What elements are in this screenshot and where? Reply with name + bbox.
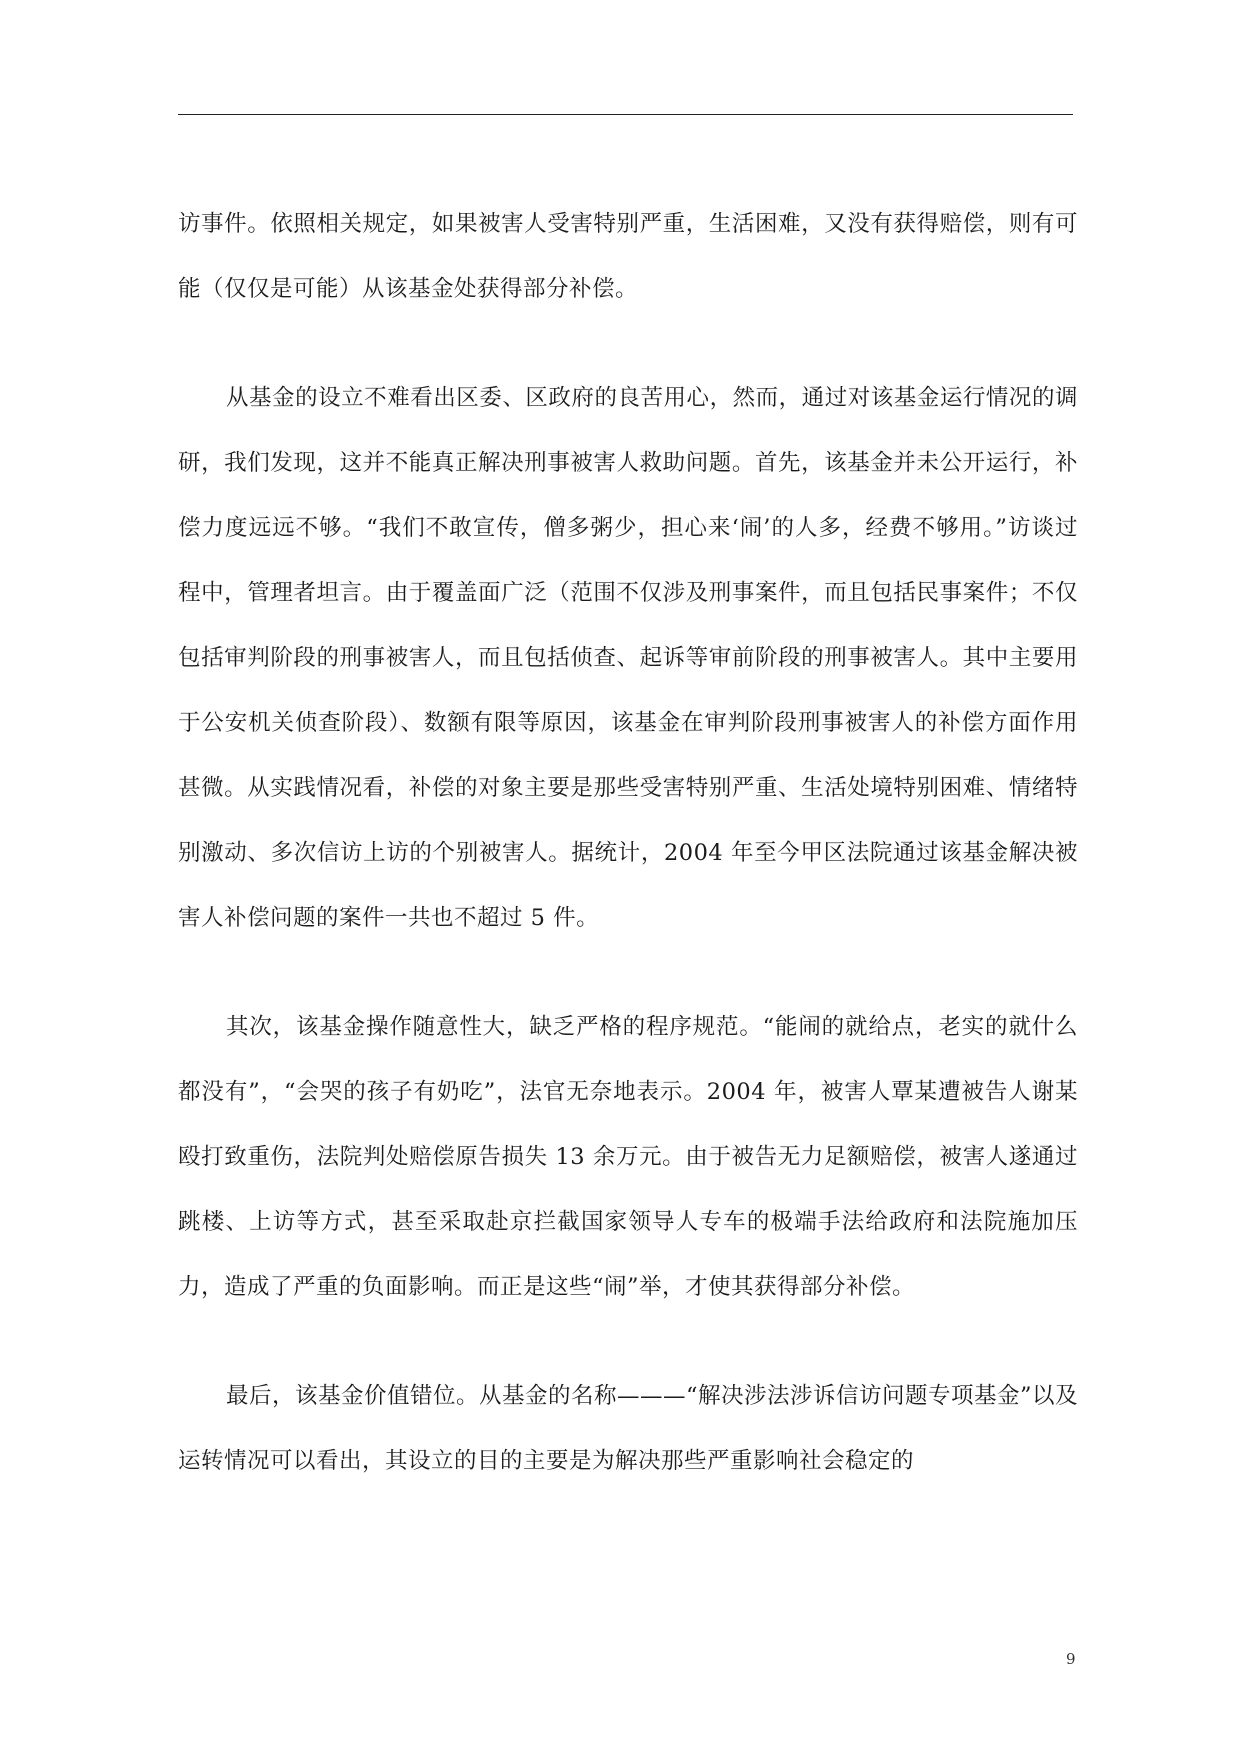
header-rule bbox=[178, 114, 1073, 115]
paragraph-2: 从基金的设立不难看出区委、区政府的良苦用心，然而，通过对该基金运行情况的调研，我们发现，这并不能真正解决刑事被害人救助问题。首先，该基金并未公开运行，补偿力度远远不够。“我们不敢宣传，僧多粥少，担心来‘闹’的人多，经费不够用。”访谈过程中，管理者坦言。由于覆盖面广泛（范围不仅涉及刑事案件，而且包括民事案件；不仅包括审判阶段的刑事被害人，而且包括侦查、起诉等审前阶段的刑事被害人。其中主要用于公安机关侦查阶段）、数额有限等原因，该基金在审判阶段刑事被害人的补偿方面作用甚微。从实践情况看，补偿的对象主要是那些受害特别严重、生活处境特别困难、情绪特别激动、多次信访上访的个别被害人。据统计，2004 年至今甲区法院通过该基金解决被害人补偿问题的案件一共也不超过 5 件。 bbox=[178, 385, 1078, 931]
paragraph-gap bbox=[178, 1320, 1078, 1364]
paragraph-1: 访事件。依照相关规定，如果被害人受害特别严重，生活困难，又没有获得赔偿，则有可能（仅仅是可能）从该基金处获得部分补偿。 bbox=[178, 211, 1078, 302]
paragraph-gap bbox=[178, 322, 1078, 366]
paragraph-4: 最后，该基金价值错位。从基金的名称———“解决涉法涉诉信访问题专项基金”以及运转情况可以看出，其设立的目的主要是为解决那些严重影响社会稳定的 bbox=[178, 1383, 1079, 1474]
paragraph-gap bbox=[178, 951, 1078, 995]
page-number: 9 bbox=[1066, 1650, 1076, 1668]
document-body bbox=[178, 192, 1078, 1494]
paragraph-3: 其次，该基金操作随意性大，缺乏严格的程序规范。“能闹的就给点，老实的就什么都没有”，“会哭的孩子有奶吃”，法官无奈地表示。2004 年，被害人覃某遭被告人谢某殴打致重伤，法院判处赔偿原告损失 13 余万元。由于被告无力足额赔偿，被害人遂通过跳楼、上访等方式，甚至采取赴京拦截国家领导人专车的极端手法给政府和法院施加压力，造成了严重的负面影响。而正是这些“闹”举，才使其获得部分补偿。 bbox=[178, 1014, 1078, 1300]
